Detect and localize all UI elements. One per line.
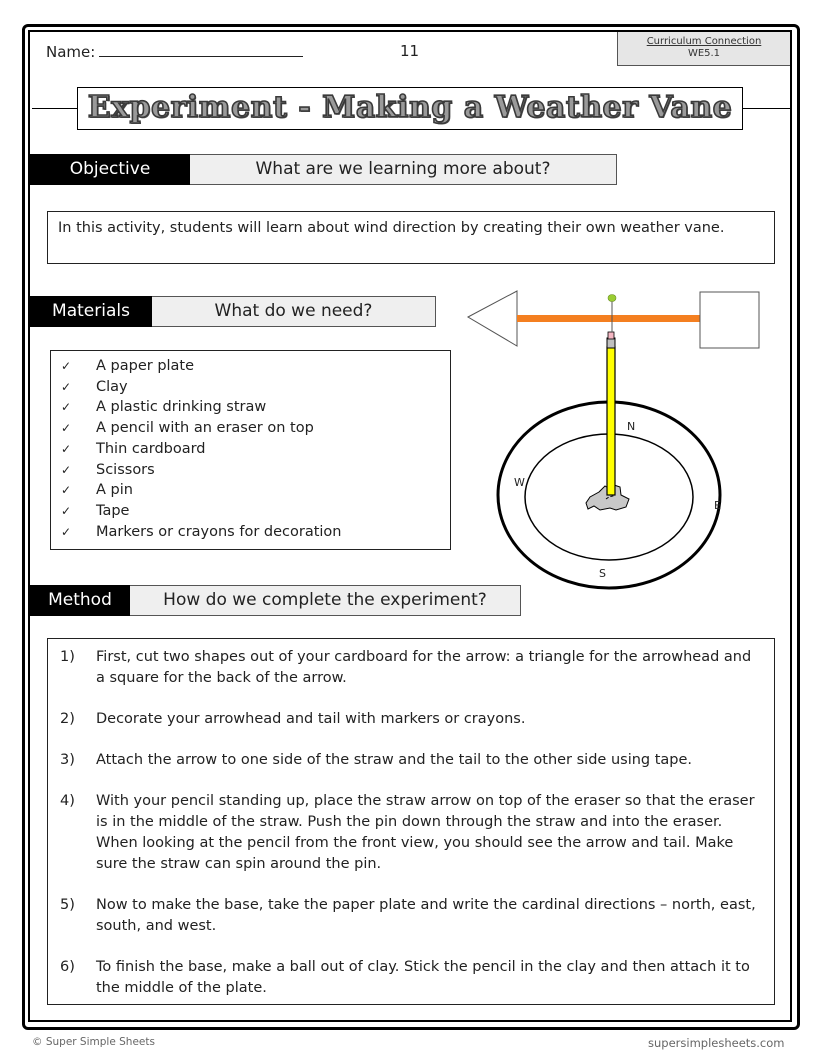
- material-label: Thin cardboard: [96, 440, 206, 457]
- name-field[interactable]: [46, 42, 303, 61]
- method-steps: [47, 638, 775, 1005]
- title-banner: [77, 87, 743, 130]
- list-item: [61, 460, 450, 481]
- checkmark-icon: ✓: [61, 441, 72, 456]
- checkmark-icon: ✓: [61, 483, 72, 498]
- step-number: 1): [60, 649, 75, 665]
- checkmark-icon: ✓: [61, 462, 72, 477]
- west-label: W: [514, 476, 525, 489]
- weather-vane-diagram: [462, 285, 782, 595]
- method-step: [60, 647, 758, 689]
- page-title: Experiment - Making a Weather Vane: [87, 90, 733, 125]
- material-label: Markers or crayons for decoration: [96, 523, 342, 540]
- method-step: [60, 791, 758, 875]
- step-text: First, cut two shapes out of your cardboard for the arrow: a triangle for the arrowhead and a square for the back of the arrow.: [96, 649, 752, 686]
- checkmark-icon: ✓: [61, 359, 72, 373]
- objective-header: [30, 154, 617, 185]
- step-number: 4): [60, 793, 75, 809]
- checkmark-icon: ✓: [61, 421, 72, 436]
- list-item: [61, 480, 450, 501]
- material-label: A plastic drinking straw: [96, 399, 267, 416]
- method-step: [60, 895, 758, 937]
- pencil-icon: [607, 347, 615, 495]
- step-text: To finish the base, make a ball out of clay. Stick the pencil in the clay and then attach it to the middle of the plate.: [96, 959, 750, 996]
- straw-icon: [517, 315, 700, 322]
- name-label: Name:: [46, 43, 96, 61]
- list-item: [61, 501, 450, 522]
- eraser-icon: [608, 332, 614, 339]
- method-step: [60, 750, 758, 771]
- method-step: [60, 957, 758, 999]
- method-step: [60, 709, 758, 730]
- materials-header: [30, 296, 436, 327]
- checkmark-icon: ✓: [61, 503, 72, 518]
- pencil-ferrule: [607, 338, 615, 348]
- material-label: A pin: [96, 482, 133, 499]
- title-rule-right: [743, 108, 790, 109]
- list-item: [61, 397, 450, 418]
- title-rule-left: [32, 108, 77, 109]
- checkmark-icon: ✓: [61, 400, 72, 415]
- method-header: [30, 585, 521, 616]
- east-label: E: [714, 499, 721, 512]
- list-item: [61, 377, 450, 398]
- south-label: S: [599, 567, 606, 580]
- list-item: [61, 418, 450, 439]
- objective-question: What are we learning more about?: [190, 154, 617, 185]
- arrowhead-icon: [468, 291, 517, 346]
- checkmark-icon: ✓: [61, 379, 72, 394]
- name-blank-line[interactable]: [99, 42, 303, 57]
- page-number: 11: [400, 42, 420, 60]
- curriculum-connection-label: Curriculum Connection: [646, 36, 762, 47]
- list-item: [61, 522, 450, 543]
- material-label: A paper plate: [96, 358, 195, 374]
- material-label: Tape: [96, 502, 130, 519]
- step-number: 5): [60, 897, 75, 913]
- method-tag: Method: [30, 585, 130, 616]
- footer-website-link[interactable]: supersimplesheets.com: [648, 1036, 785, 1050]
- curriculum-code: WE5.1: [687, 48, 721, 59]
- step-text: With your pencil standing up, place the straw arrow on top of the eraser so that the eraser is in the middle of the straw. Push the pin down through the straw and into the eraser. When looking at the pencil from the front view, you should see the arrow and tail. Make sure the straw can spin around the pin.: [96, 793, 755, 872]
- checkmark-icon: ✓: [61, 524, 72, 539]
- step-text: Now to make the base, take the paper plate and write the cardinal directions – north, east, south, and west.: [96, 897, 756, 934]
- material-label: A pencil with an eraser on top: [96, 420, 314, 437]
- footer-copyright: © Super Simple Sheets: [32, 1036, 155, 1048]
- method-question: How do we complete the experiment?: [130, 585, 521, 616]
- materials-question: What do we need?: [152, 296, 436, 327]
- north-label: N: [627, 420, 636, 433]
- step-number: 3): [60, 752, 75, 768]
- list-item: [61, 356, 450, 377]
- step-number: 6): [60, 959, 75, 975]
- pin-head: [608, 295, 616, 302]
- materials-tag: Materials: [30, 296, 152, 327]
- objective-text-box: [47, 211, 775, 264]
- objective-text: In this activity, students will learn about wind direction by creating their own weather vane.: [58, 220, 725, 236]
- step-text: Decorate your arrowhead and tail with markers or crayons.: [96, 711, 526, 727]
- material-label: Clay: [96, 378, 128, 395]
- step-text: Attach the arrow to one side of the straw and the tail to the other side using tape.: [96, 752, 693, 768]
- objective-tag: Objective: [30, 154, 190, 185]
- materials-list: [50, 350, 451, 550]
- list-item: [61, 439, 450, 460]
- material-label: Scissors: [96, 461, 155, 478]
- arrow-tail-square: [700, 292, 759, 348]
- step-number: 2): [60, 711, 75, 727]
- curriculum-connection-box: [617, 32, 790, 66]
